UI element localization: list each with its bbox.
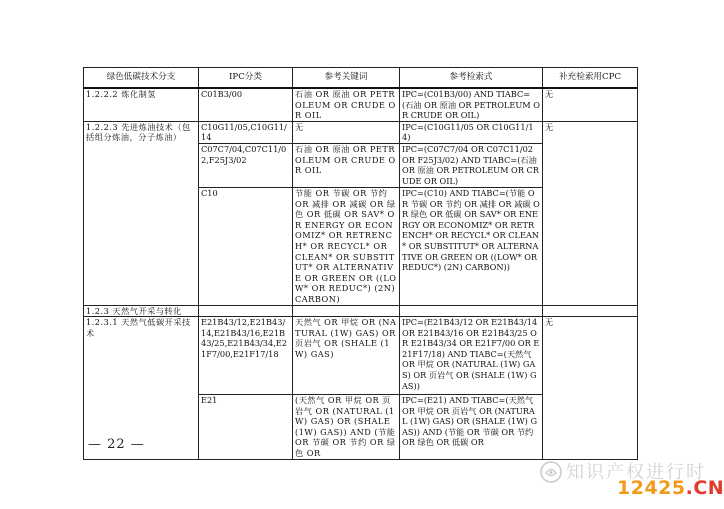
cpc-cell: 无	[543, 88, 638, 121]
keywords-cell: 石油 OR 原油 OR PETROLEUM OR CRUDE OR OIL	[293, 88, 400, 121]
wechat-like-icon	[540, 461, 562, 483]
page-number: — 22 —	[88, 437, 145, 452]
keywords-cell: 节能 OR 节碳 OR 节约 OR 减排 OR 减碳 OR 绿色 OR 低碳 OR SAV* OR ENERGY OR ECONOMIZ* OR RETRENCH* OR RECYCL* OR CLEAN* OR SUBSTITUT* OR ALTERNATIVE OR GREEN OR ((LOW* OR REDUC*) (2N) CARBON)	[293, 187, 400, 305]
cpc-cell: 无	[543, 121, 638, 305]
query-cell: IPC=(C07C7/04 OR C07C11/02 OR F25J3/02) AND TIABC=(石油 OR 原油 OR PETROLEUM OR CRUDE OR OIL)	[400, 143, 543, 187]
site-logo-number: 12425	[617, 477, 686, 499]
cpc-cell	[543, 305, 638, 317]
ipc-cell: C10	[199, 187, 293, 305]
keywords-cell	[293, 305, 400, 317]
header-query: 参考检索式	[400, 68, 543, 89]
ipc-cell: E21	[199, 395, 293, 460]
query-cell: IPC=(C01B3/00) AND TIABC=(石油 OR 原油 OR PETROLEUM OR CRUDE OR OIL)	[400, 88, 543, 121]
header-branch: 绿色低碳技术分支	[84, 68, 199, 89]
branch-cell: 1.2.2.2 炼化制氢	[84, 88, 199, 121]
query-cell: IPC=(C10G11/05 OR C10G11/14)	[400, 121, 543, 143]
site-logo-domain: .CN	[685, 477, 724, 499]
keywords-cell: (天然气 OR 甲烷 OR 页岩气 OR (NATURAL (1W) GAS) OR (SHALE (1W) GAS)) AND (节能 OR 节碳 OR 节约 OR 绿色 OR	[293, 395, 400, 460]
table-row	[84, 121, 638, 143]
table-row	[84, 305, 638, 317]
ipc-cell	[199, 305, 293, 317]
table-row	[84, 88, 638, 121]
query-cell: IPC=(E21) AND TIABC=(天然气 OR 甲烷 OR 页岩气 OR (NATURAL (1W) GAS) OR (SHALE (1W) GAS)) AND (节能 OR 节碳 OR 节约 OR 绿色 OR 低碳 OR	[400, 395, 543, 460]
keywords-cell: 无	[293, 121, 400, 143]
query-cell: IPC=(E21B43/12 OR E21B43/14 OR E21B43/16 OR E21B43/25 OR E21B43/34 OR E21F7/00 OR E21F17/18) AND TIABC=(天然气 OR 甲烷 OR (NATURAL (1W) GAS) OR 页岩气 OR (SHALE (1W) GAS))	[400, 317, 543, 395]
ipc-cell: C07C7/04,C07C11/02,F25J3/02	[199, 143, 293, 187]
branch-cell: 1.2.3.1 天然气低碳开采技术	[84, 317, 199, 460]
query-cell	[400, 305, 543, 317]
table-row	[84, 317, 638, 395]
ipc-cell: C01B3/00	[199, 88, 293, 121]
cpc-cell: 无	[543, 317, 638, 460]
ipc-search-table	[83, 67, 638, 460]
header-keywords: 参考关键词	[293, 68, 400, 89]
branch-cell: 1.2.3 天然气开采与转化	[84, 305, 199, 317]
keywords-cell: 石油 OR 原油 OR PETROLEUM OR CRUDE OR OIL	[293, 143, 400, 187]
ipc-cell: E21B43/12,E21B43/14,E21B43/16,E21B43/25,E21B43/34,E21F7/00,E21F17/18	[199, 317, 293, 395]
header-ipc: IPC分类	[199, 68, 293, 89]
ipc-cell: C10G11/05,C10G11/14	[199, 121, 293, 143]
branch-cell: 1.2.2.3 先进炼油技术（包括组分炼油，分子炼油）	[84, 121, 199, 305]
table-header-row	[84, 68, 638, 89]
keywords-cell: 天然气 OR 甲烷 OR (NATURAL (1W) GAS) OR 页岩气 OR (SHALE (1W) GAS)	[293, 317, 400, 395]
query-cell: IPC=(C10) AND TIABC=(节能 OR 节碳 OR 节约 OR 减排 OR 减碳 OR 绿色 OR 低碳 OR SAV* OR ENERGY OR ECONOMIZ* OR RETRENCH* OR RECYCL* OR CLEAN* OR SUBSTITUT* OR ALTERNATIVE OR GREEN OR ((LOW* OR REDUC*) (2N) CARBON))	[400, 187, 543, 305]
watermark-text: 知识产权进行时	[566, 462, 706, 483]
site-logo	[617, 477, 724, 499]
header-cpc: 补充检索用CPC	[543, 68, 638, 89]
